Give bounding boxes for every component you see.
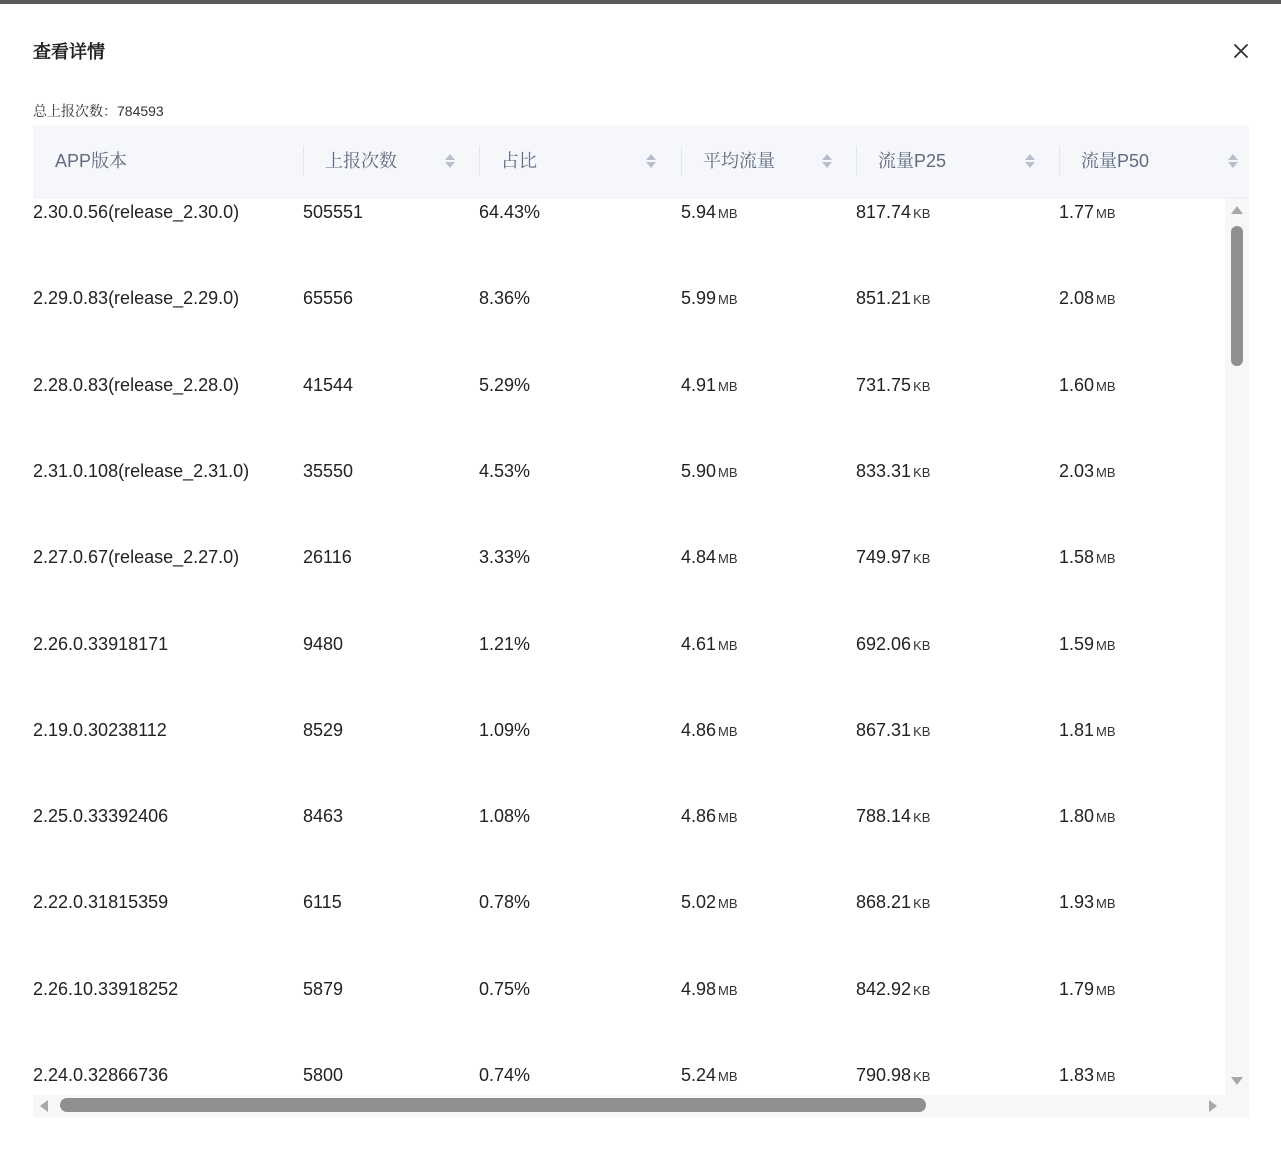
cell-traffic-p50 xyxy=(1059,979,1116,1000)
cell-app-version: 2.24.0.32866736 xyxy=(33,1065,169,1085)
cell-unit: KB xyxy=(913,896,931,912)
cell-value: 2.08 xyxy=(1059,288,1095,309)
dialog-title: 查看详情 xyxy=(33,42,105,62)
cell-traffic-p25 xyxy=(856,892,930,913)
cell-value: 1.80 xyxy=(1059,806,1095,827)
cell-report-count: 5800 xyxy=(303,1065,344,1085)
cell-value: 4.84 xyxy=(681,547,717,568)
sort-icon[interactable] xyxy=(821,152,833,170)
cell-unit: MB xyxy=(1096,896,1116,912)
table-row[interactable] xyxy=(33,1065,1225,1097)
scroll-down-arrow-icon[interactable] xyxy=(1230,1075,1244,1087)
cell-app-version: 2.29.0.83(release_2.29.0) xyxy=(33,288,240,309)
cell-value: 5.02 xyxy=(681,892,717,913)
sort-icon[interactable] xyxy=(645,152,657,170)
table-body xyxy=(33,198,1225,1097)
cell-ratio: 5.29% xyxy=(479,374,531,395)
cell-report-count: 26116 xyxy=(303,547,352,568)
cell-avg-traffic xyxy=(681,720,738,741)
cell-traffic-p25 xyxy=(856,634,930,655)
cell-value: 4.61 xyxy=(681,633,717,654)
cell-unit: MB xyxy=(718,982,738,998)
column-label: 上报次数 xyxy=(325,151,397,171)
cell-value: 1.77 xyxy=(1059,202,1095,222)
cell-app-version: 2.31.0.108(release_2.31.0) xyxy=(33,460,250,481)
cell-value: 1.83 xyxy=(1059,1065,1095,1085)
cell-app-version: 2.28.0.83(release_2.28.0) xyxy=(33,374,240,395)
cell-avg-traffic xyxy=(681,547,738,568)
cell-unit: KB xyxy=(913,206,931,221)
cell-unit: MB xyxy=(1096,551,1116,567)
cell-value: 867.31 xyxy=(856,719,912,740)
cell-value: 868.21 xyxy=(856,892,912,913)
column-label: APP版本 xyxy=(55,151,128,171)
cell-traffic-p50 xyxy=(1059,461,1116,482)
cell-app-version: 2.25.0.33392406 xyxy=(33,806,169,827)
table-row[interactable] xyxy=(33,547,1225,633)
cell-avg-traffic xyxy=(681,375,738,396)
column-divider xyxy=(856,146,857,176)
cell-value: 692.06 xyxy=(856,633,912,654)
cell-value: 817.74 xyxy=(856,202,912,222)
cell-value: 5.94 xyxy=(681,202,717,222)
scroll-left-arrow-icon[interactable] xyxy=(38,1099,50,1113)
vertical-scrollbar[interactable] xyxy=(1225,198,1249,1097)
cell-unit: MB xyxy=(718,378,738,394)
cell-unit: MB xyxy=(1096,723,1116,739)
cell-app-version: 2.22.0.31815359 xyxy=(33,892,169,913)
cell-value: 1.79 xyxy=(1059,978,1095,999)
cell-unit: KB xyxy=(913,464,931,480)
cell-unit: MB xyxy=(718,723,738,739)
cell-unit: MB xyxy=(718,292,738,308)
cell-value: 790.98 xyxy=(856,1065,912,1085)
cell-app-version: 2.27.0.67(release_2.27.0) xyxy=(33,547,240,568)
cell-unit: KB xyxy=(913,378,931,394)
sort-icon[interactable] xyxy=(1227,152,1239,170)
cell-traffic-p50 xyxy=(1059,375,1116,396)
cell-avg-traffic xyxy=(681,1065,738,1086)
column-divider xyxy=(479,146,480,176)
sort-icon[interactable] xyxy=(444,152,456,170)
cell-traffic-p25 xyxy=(856,720,930,741)
cell-unit: MB xyxy=(1096,982,1116,998)
column-divider xyxy=(303,146,304,176)
cell-unit: KB xyxy=(913,551,931,567)
cell-value: 5.90 xyxy=(681,460,717,481)
cell-traffic-p25 xyxy=(856,461,930,482)
cell-value: 2.03 xyxy=(1059,460,1095,481)
cell-avg-traffic xyxy=(681,288,738,309)
table-row[interactable] xyxy=(33,461,1225,547)
top-border xyxy=(0,0,1281,4)
cell-unit: KB xyxy=(913,982,931,998)
cell-traffic-p25 xyxy=(856,547,930,568)
cell-avg-traffic xyxy=(681,892,738,913)
cell-app-version: 2.19.0.30238112 xyxy=(33,719,167,740)
cell-app-version: 2.26.10.33918252 xyxy=(33,978,179,999)
cell-unit: MB xyxy=(1096,292,1116,308)
cell-traffic-p25 xyxy=(856,202,930,223)
cell-unit: MB xyxy=(1096,810,1116,826)
cell-unit: MB xyxy=(718,464,738,480)
cell-value: 4.91 xyxy=(681,374,717,395)
column-label: 流量P25 xyxy=(878,151,947,171)
table-row[interactable] xyxy=(33,979,1225,1065)
vertical-scroll-thumb[interactable] xyxy=(1231,226,1243,366)
cell-ratio: 4.53% xyxy=(479,460,531,481)
cell-report-count: 65556 xyxy=(303,288,354,309)
cell-value: 1.93 xyxy=(1059,892,1095,913)
cell-ratio: 1.21% xyxy=(479,633,531,654)
table-row[interactable] xyxy=(33,806,1225,892)
cell-traffic-p50 xyxy=(1059,1065,1116,1086)
cell-unit: KB xyxy=(913,723,931,739)
cell-report-count: 8463 xyxy=(303,806,344,827)
cell-traffic-p25 xyxy=(856,979,930,1000)
close-button[interactable] xyxy=(1228,38,1254,64)
sort-icon[interactable] xyxy=(1024,152,1036,170)
cell-unit: KB xyxy=(913,637,931,653)
cell-unit: MB xyxy=(718,896,738,912)
cell-report-count: 6115 xyxy=(303,892,342,913)
cell-value: 5.24 xyxy=(681,1065,717,1085)
column-divider xyxy=(1059,146,1060,176)
table-row[interactable] xyxy=(33,720,1225,806)
cell-ratio: 3.33% xyxy=(479,547,531,568)
cell-value: 1.81 xyxy=(1059,719,1095,740)
table-row[interactable] xyxy=(33,892,1225,978)
table-row[interactable] xyxy=(33,634,1225,720)
column-header-traffic-p50[interactable] xyxy=(1059,125,1249,197)
cell-ratio: 0.78% xyxy=(479,892,531,913)
cell-ratio: 0.74% xyxy=(479,1065,531,1085)
cell-value: 4.86 xyxy=(681,806,717,827)
cell-value: 4.86 xyxy=(681,719,717,740)
cell-unit: MB xyxy=(1096,464,1116,480)
cell-unit: MB xyxy=(1096,637,1116,653)
cell-traffic-p50 xyxy=(1059,288,1116,309)
cell-traffic-p50 xyxy=(1059,806,1116,827)
horizontal-scroll-thumb[interactable] xyxy=(60,1098,926,1112)
column-header-report-count[interactable] xyxy=(303,125,479,197)
cell-unit: KB xyxy=(913,292,931,308)
cell-unit: KB xyxy=(913,810,931,826)
cell-value: 4.98 xyxy=(681,978,717,999)
table-row[interactable] xyxy=(33,375,1225,461)
cell-report-count: 9480 xyxy=(303,633,344,654)
cell-value: 5.99 xyxy=(681,288,717,309)
horizontal-scrollbar[interactable] xyxy=(33,1095,1249,1117)
cell-unit: MB xyxy=(1096,206,1116,221)
cell-traffic-p25 xyxy=(856,806,930,827)
total-reports-label: 总上报次数：784593 xyxy=(33,103,164,119)
cell-traffic-p50 xyxy=(1059,547,1116,568)
cell-value: 1.58 xyxy=(1059,547,1095,568)
close-icon xyxy=(1234,44,1248,58)
cell-unit: MB xyxy=(718,637,738,653)
cell-value: 731.75 xyxy=(856,374,912,395)
cell-avg-traffic xyxy=(681,634,738,655)
cell-value: 749.97 xyxy=(856,547,912,568)
cell-ratio: 1.08% xyxy=(479,806,531,827)
cell-traffic-p25 xyxy=(856,375,930,396)
table-row[interactable] xyxy=(33,202,1225,288)
cell-unit: MB xyxy=(718,551,738,567)
table-row[interactable] xyxy=(33,288,1225,374)
cell-app-version: 2.30.0.56(release_2.30.0) xyxy=(33,202,240,222)
cell-avg-traffic xyxy=(681,979,738,1000)
cell-unit: MB xyxy=(1096,378,1116,394)
cell-unit: MB xyxy=(718,810,738,826)
cell-report-count: 505551 xyxy=(303,202,364,222)
cell-unit: MB xyxy=(718,206,738,221)
cell-report-count: 8529 xyxy=(303,719,344,740)
cell-traffic-p25 xyxy=(856,1065,930,1086)
cell-app-version: 2.26.0.33918171 xyxy=(33,633,169,654)
column-divider xyxy=(681,146,682,176)
column-label: 流量P50 xyxy=(1081,151,1150,171)
cell-ratio: 1.09% xyxy=(479,719,531,740)
cell-value: 851.21 xyxy=(856,288,912,309)
column-label: 平均流量 xyxy=(703,151,775,171)
cell-unit: MB xyxy=(1096,1069,1116,1084)
cell-value: 842.92 xyxy=(856,978,912,999)
cell-ratio: 8.36% xyxy=(479,288,531,309)
cell-traffic-p50 xyxy=(1059,720,1116,741)
cell-avg-traffic xyxy=(681,461,738,482)
cell-traffic-p50 xyxy=(1059,634,1116,655)
table-header xyxy=(33,125,1249,198)
details-table xyxy=(33,125,1249,1117)
column-header-ratio[interactable] xyxy=(479,125,681,197)
cell-traffic-p50 xyxy=(1059,202,1116,223)
cell-unit: MB xyxy=(718,1069,738,1084)
cell-traffic-p50 xyxy=(1059,892,1116,913)
cell-ratio: 0.75% xyxy=(479,978,531,999)
cell-report-count: 5879 xyxy=(303,978,344,999)
column-header-app-version xyxy=(33,125,303,197)
cell-report-count: 41544 xyxy=(303,374,354,395)
cell-value: 1.59 xyxy=(1059,633,1095,654)
scroll-up-arrow-icon[interactable] xyxy=(1230,204,1244,216)
column-label: 占比 xyxy=(501,151,537,171)
scroll-right-arrow-icon[interactable] xyxy=(1207,1099,1219,1113)
column-header-avg-traffic[interactable] xyxy=(681,125,856,197)
cell-unit: KB xyxy=(913,1069,931,1084)
cell-avg-traffic xyxy=(681,202,738,223)
cell-value: 788.14 xyxy=(856,806,912,827)
cell-traffic-p25 xyxy=(856,288,930,309)
cell-report-count: 35550 xyxy=(303,460,354,481)
column-header-traffic-p25[interactable] xyxy=(856,125,1059,197)
cell-ratio: 64.43% xyxy=(479,202,541,222)
cell-value: 833.31 xyxy=(856,460,912,481)
cell-value: 1.60 xyxy=(1059,374,1095,395)
cell-avg-traffic xyxy=(681,806,738,827)
